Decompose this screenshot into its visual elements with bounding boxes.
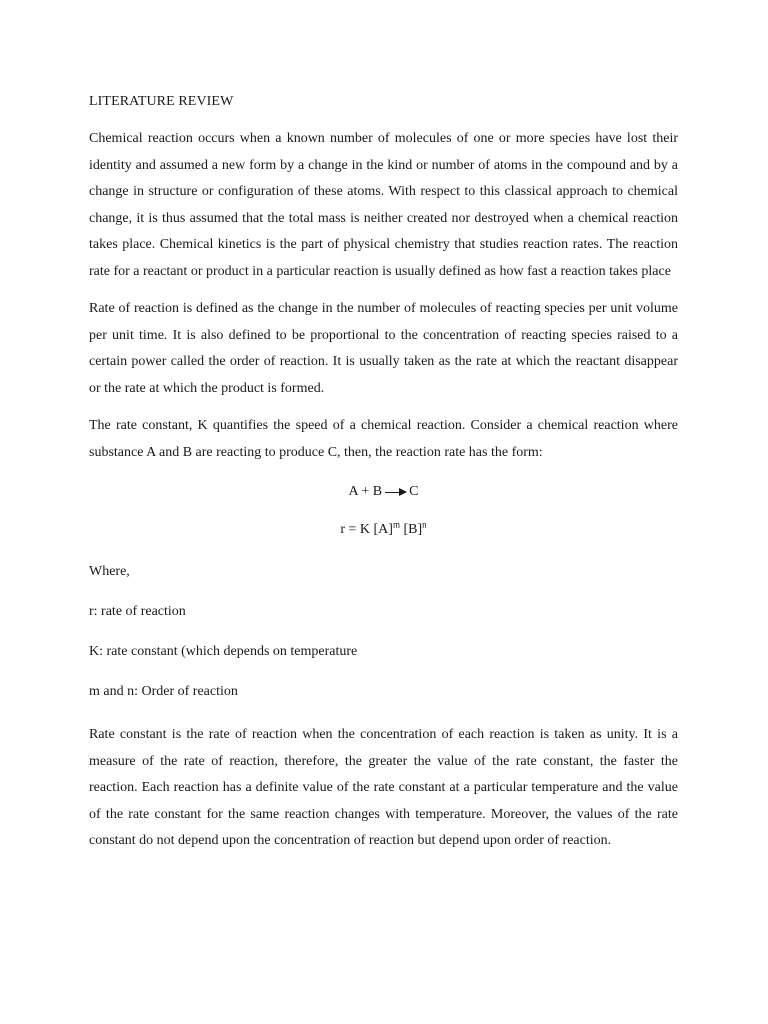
product: C (409, 484, 419, 499)
where-label: Where, (89, 564, 130, 579)
paragraph-rate-of-reaction: Rate of reaction is defined as the change in the number of molecules of reacting species per unit volume per unit time. It is also defined to be proportional to the concentration of reacting species raised to a certain power called the order of reaction. It is usually taken as the rate at which the reactant disappear or the rate at which the product is formed. (89, 301, 678, 396)
document-page (89, 92, 678, 866)
reactants: A + B (348, 484, 383, 499)
paragraph-chemical-reaction: Chemical reaction occurs when a known number of molecules of one or more species have lost their identity and assumed a new form by a change in the kind or number of atoms in the compound and by a change in structure or configuration of these atoms. With respect to this classical approach to chemical change, it is thus assumed that the total mass is neither created nor destroyed when a chemical reaction takes place. Chemical kinetics is the part of physical chemistry that studies reaction rates. The reaction rate for a reactant or product in a particular reaction is usually defined as how fast a reaction takes place (89, 131, 678, 279)
section-heading: LITERATURE REVIEW (89, 94, 234, 109)
exponent-m: m (392, 519, 400, 530)
definition-r: r: rate of reaction (89, 604, 186, 619)
rate-law-equation (89, 520, 678, 540)
paragraph-rate-constant-intro: The rate constant, K quantifies the speed of a chemical reaction. Consider a chemical reaction where substance A and B are reacting to produce C, then, the reaction rate has the form: (89, 418, 678, 460)
exponent-n: n (422, 519, 427, 530)
definition-k: K: rate constant (which depends on temperature (89, 644, 358, 659)
reaction-equation (89, 482, 678, 502)
paragraph-rate-constant-closing: Rate constant is the rate of reaction when the concentration of each reaction is taken as unity. It is a measure of the rate of reaction, therefore, the greater the value of the rate constant, the faster the reaction. Each reaction has a definite value of the rate constant at a particular temperature and the value of the rate constant for the same reaction changes with temperature. Moreover, the values of the rate constant do not depend upon the concentration of reaction but depend upon order of reaction. (89, 727, 678, 848)
rate-law-lhs: r = K [A] (340, 522, 393, 537)
definition-m-n: m and n: Order of reaction (89, 684, 238, 699)
reaction-arrow-icon (385, 487, 407, 497)
rate-law-mid: [B] (399, 522, 423, 537)
